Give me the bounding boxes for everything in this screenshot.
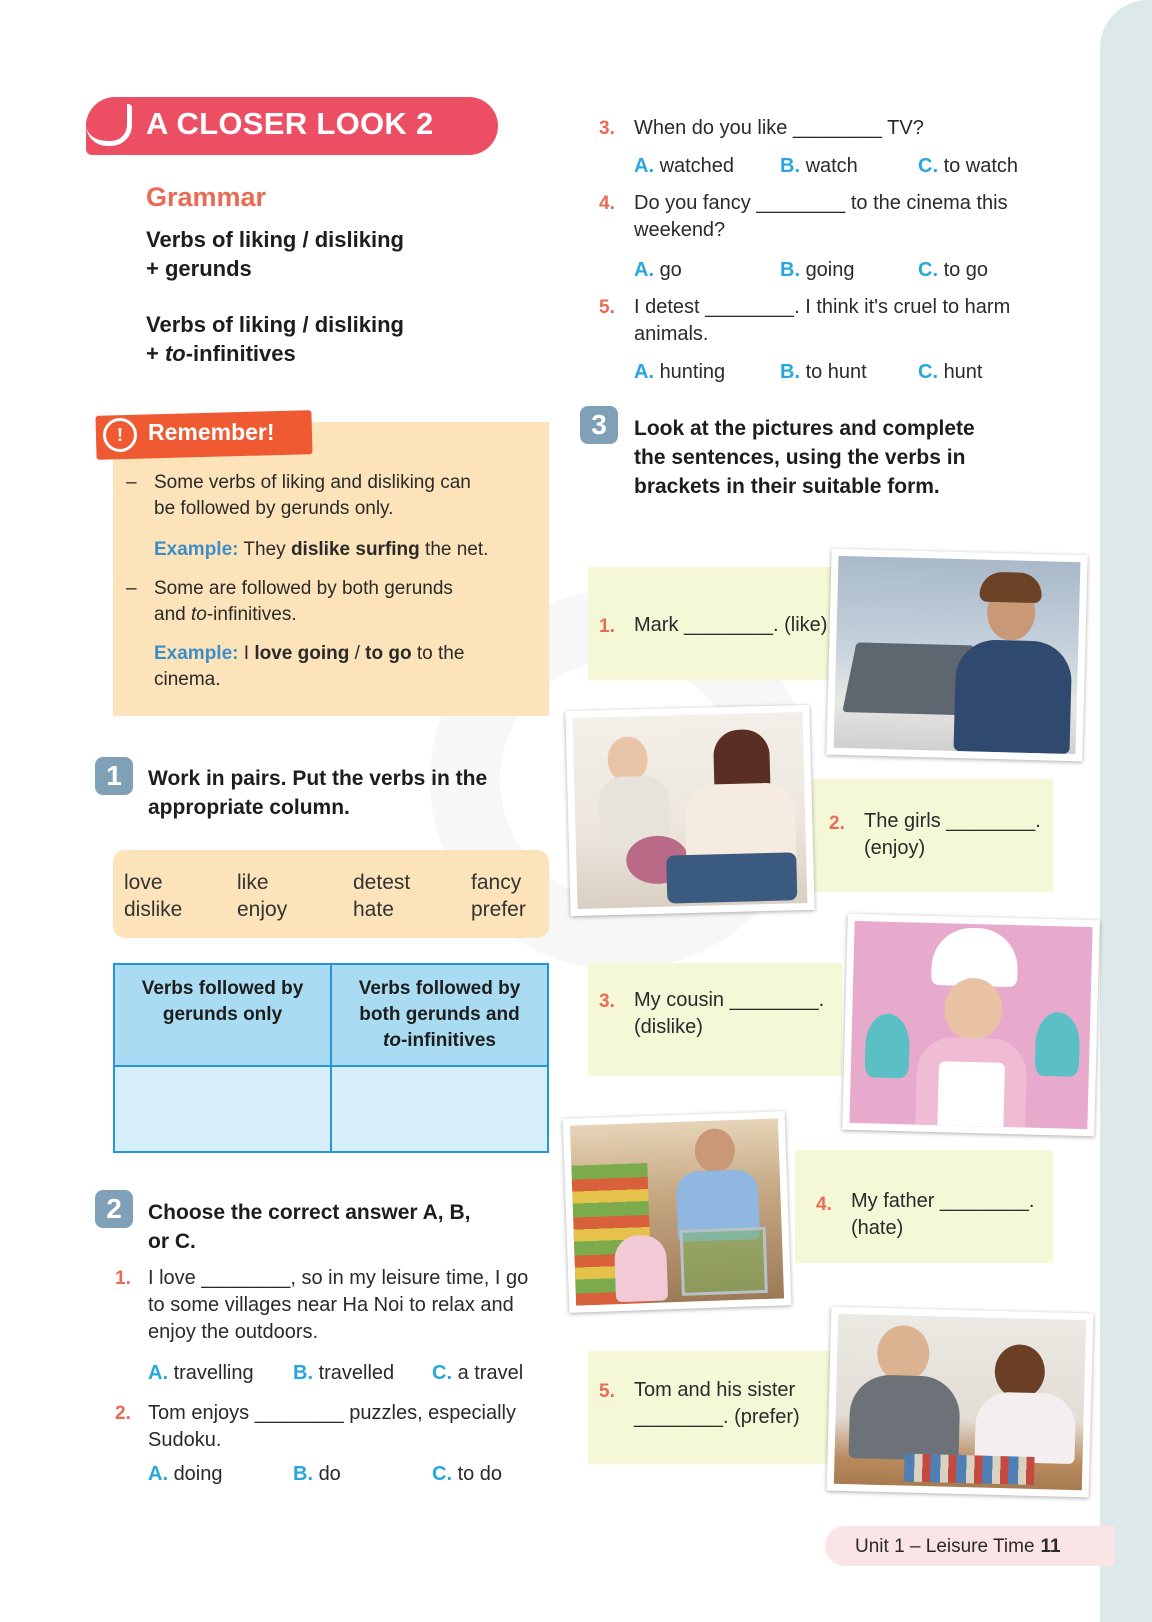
question-number: 3. <box>599 118 615 139</box>
question-number: 1. <box>115 1268 131 1289</box>
utensil-right-shape <box>1035 1012 1081 1077</box>
verb-word: prefer <box>471 898 526 921</box>
grammar-rule-1b: + gerunds <box>146 256 252 281</box>
grammar-rule-2b: + to-infinitives <box>146 341 296 366</box>
item-text: Tom and his sister ________. (prefer) <box>634 1379 800 1428</box>
option-c[interactable]: C. a travel <box>432 1362 524 1384</box>
option-b[interactable]: B. travelled <box>293 1362 395 1384</box>
option-a[interactable]: A. hunting <box>634 361 726 383</box>
option-b[interactable]: B. to hunt <box>780 361 867 383</box>
shopping-cart-shape <box>680 1227 768 1296</box>
question-text: Do you fancy ________ to the cinema this weekend? <box>634 192 1008 241</box>
option-c[interactable]: C. to watch <box>918 155 1019 177</box>
photo-girls-knitting <box>565 705 814 916</box>
question-text: When do you like ________ TV? <box>634 117 924 139</box>
girl-shirt-shape <box>974 1391 1076 1464</box>
option-a[interactable]: A. travelling <box>148 1362 254 1384</box>
remember-example-1: Example: They dislike surfing the net. <box>154 539 489 560</box>
lightbulb-icon: ! <box>103 418 137 452</box>
item-number: 3. <box>599 991 615 1012</box>
item-number: 5. <box>599 1381 615 1402</box>
task-2-title: Choose the correct answer A, B, or C. <box>148 1201 471 1253</box>
verb-word: enjoy <box>237 898 288 921</box>
apron-shape <box>937 1061 1005 1129</box>
answer-cell-gerunds[interactable] <box>114 1066 331 1152</box>
boy-shirt-shape <box>953 639 1072 754</box>
option-a[interactable]: A. doing <box>148 1463 223 1485</box>
option-a[interactable]: A. go <box>634 259 682 281</box>
grammar-rule-2: Verbs of liking / disliking <box>146 312 404 337</box>
item-text: Mark ________. (like) <box>634 614 828 636</box>
grammar-heading: Grammar <box>146 182 267 212</box>
woman-jeans-shape <box>666 852 797 903</box>
remember-example-2: Example: I love going / to go to the cinema. <box>154 643 465 690</box>
bullet-dash: – <box>126 578 137 599</box>
table-header-both: Verbs followed by both gerunds and to-infinitives <box>331 964 548 1066</box>
verb-word: dislike <box>124 898 183 921</box>
option-b[interactable]: B. do <box>293 1463 341 1485</box>
item-text: My father ________. (hate) <box>851 1190 1035 1239</box>
question-text: Tom enjoys ________ puzzles, especially Sudoku. <box>148 1402 516 1451</box>
task-3-title: Look at the pictures and complete the sentences, using the verbs in brackets in their suitable form. <box>634 417 975 498</box>
verb-word: hate <box>353 898 394 921</box>
task-2-badge: 2 <box>95 1190 133 1228</box>
question-number: 2. <box>115 1403 131 1424</box>
option-b[interactable]: B. watch <box>780 155 858 177</box>
item-number: 2. <box>829 813 845 834</box>
father-face-shape <box>694 1128 736 1173</box>
question-text: I love ________, so in my leisure time, I go to some villages near Ha Noi to relax and enjoy the outdoors. <box>148 1267 529 1343</box>
table-header-gerunds: Verbs followed by gerunds only <box>114 964 331 1066</box>
puzzle-pieces-shape <box>904 1454 1035 1485</box>
task-3-badge: 3 <box>580 406 618 444</box>
photo-girl-chef <box>842 914 1100 1137</box>
task-1-title: Work in pairs. Put the verbs in the appropriate column. <box>148 767 488 819</box>
photo-father-shopping <box>563 1111 792 1313</box>
verb-word: love <box>124 871 163 894</box>
item-text: My cousin ________. (dislike) <box>634 989 825 1038</box>
verb-word: detest <box>353 871 411 894</box>
child-shape <box>614 1234 668 1302</box>
remember-bullet-2: Some are followed by both gerunds and to-infinitives. <box>154 578 453 625</box>
question-number: 4. <box>599 193 615 214</box>
option-c[interactable]: C. hunt <box>918 361 983 383</box>
page-edge-strip <box>1100 0 1152 1622</box>
utensil-left-shape <box>865 1013 911 1078</box>
banner-hand-icon <box>86 104 132 146</box>
page-footer: Unit 1 – Leisure Time 11 <box>855 1536 1061 1557</box>
bullet-dash: – <box>126 472 137 493</box>
verb-classification-table <box>113 963 549 1153</box>
photo-boy-laptop <box>826 549 1087 762</box>
grammar-rule-1: Verbs of liking / disliking <box>146 227 404 252</box>
question-text: I detest ________. I think it's cruel to harm animals. <box>634 296 1011 345</box>
option-b[interactable]: B. going <box>780 259 855 281</box>
boy-face-shape <box>877 1325 930 1382</box>
verb-word: fancy <box>471 871 522 894</box>
boy-shirt-shape <box>848 1374 960 1461</box>
question-number: 5. <box>599 297 615 318</box>
item-text: The girls ________. (enjoy) <box>864 810 1041 859</box>
verb-word: like <box>237 871 269 894</box>
photo-kids-puzzle <box>827 1307 1094 1498</box>
remember-bullet-1: Some verbs of liking and disliking can be followed by gerunds only. <box>154 472 471 519</box>
girl-face-shape <box>944 977 1004 1040</box>
option-a[interactable]: A. watched <box>634 155 735 177</box>
item-number: 4. <box>816 1194 832 1215</box>
item-number: 1. <box>599 616 615 637</box>
task-1-badge: 1 <box>95 757 133 795</box>
remember-label: Remember! <box>148 419 275 445</box>
page-number: 11 <box>1040 1536 1061 1557</box>
option-c[interactable]: C. to go <box>918 259 989 281</box>
section-title: A CLOSER LOOK 2 <box>146 106 434 141</box>
boy-hair-shape <box>979 572 1042 604</box>
girl-hair-shape <box>994 1344 1045 1399</box>
option-c[interactable]: C. to do <box>432 1463 503 1485</box>
answer-cell-both[interactable] <box>331 1066 548 1152</box>
